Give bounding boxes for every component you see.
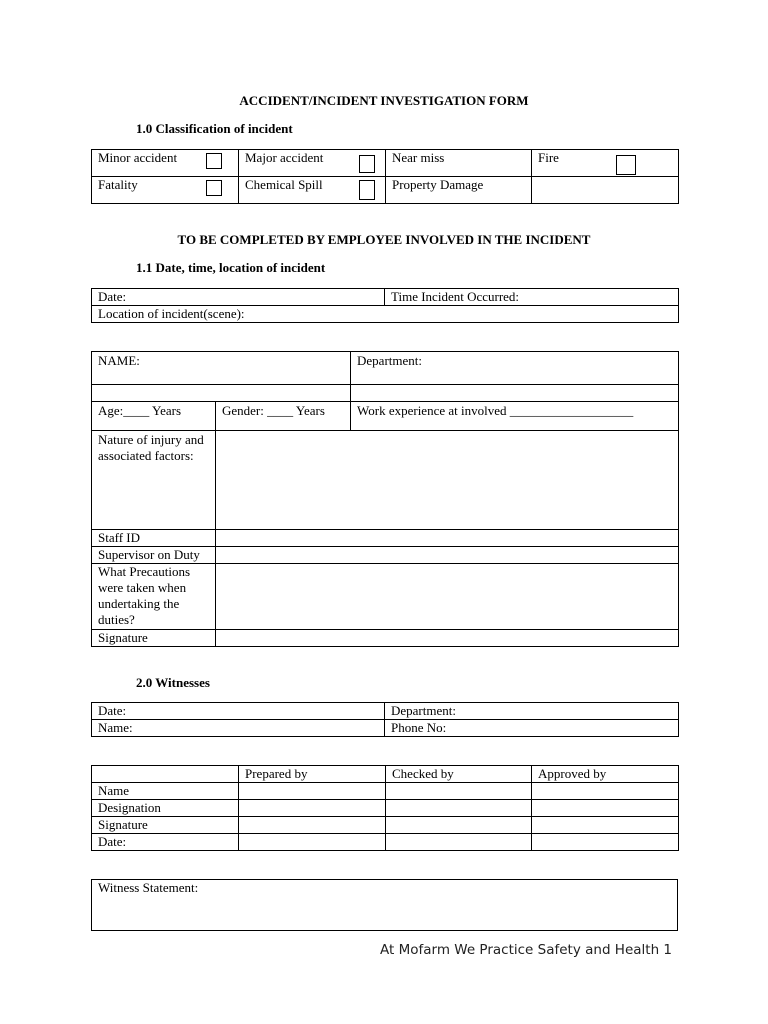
checkbox-major-accident[interactable] bbox=[359, 155, 375, 173]
signature-approved-field[interactable] bbox=[532, 817, 679, 834]
date-label: Date: bbox=[98, 289, 127, 304]
cell-fatality bbox=[92, 177, 239, 204]
cell-fire bbox=[532, 150, 679, 177]
gender-label: Gender: ____ Years bbox=[222, 403, 325, 418]
blank-field-left[interactable] bbox=[92, 385, 351, 402]
staff-id-label: Staff ID bbox=[98, 530, 141, 545]
checkbox-fire[interactable] bbox=[616, 155, 636, 175]
cell-minor-accident bbox=[92, 150, 239, 177]
witness-phone-label: Phone No: bbox=[391, 720, 447, 735]
checkbox-minor-accident[interactable] bbox=[206, 153, 222, 169]
witness-department-label: Department: bbox=[391, 703, 456, 718]
precautions-label: What Precautions were taken when undertaking the duties? bbox=[98, 564, 191, 627]
cell-major-accident bbox=[239, 150, 386, 177]
label-fire: Fire bbox=[538, 150, 559, 165]
checkbox-fatality[interactable] bbox=[206, 180, 222, 196]
witness-phone-field[interactable] bbox=[385, 720, 679, 737]
date-field[interactable] bbox=[92, 289, 385, 306]
location-label: Location of incident(scene): bbox=[98, 306, 245, 321]
supervisor-label: Supervisor on Duty bbox=[98, 547, 200, 562]
designation-approved-field[interactable] bbox=[532, 800, 679, 817]
precautions-field[interactable] bbox=[216, 564, 679, 630]
precautions-label-cell bbox=[92, 564, 216, 630]
signature-prepared-field[interactable] bbox=[239, 817, 386, 834]
name-label: NAME: bbox=[98, 353, 140, 368]
label-major-accident: Major accident bbox=[245, 150, 324, 165]
name-checked-field[interactable] bbox=[386, 783, 532, 800]
location-field[interactable] bbox=[92, 306, 679, 323]
form-title: ACCIDENT/INCIDENT INVESTIGATION FORM bbox=[239, 93, 529, 108]
witness-name-field[interactable] bbox=[92, 720, 385, 737]
witness-date-field[interactable] bbox=[92, 703, 385, 720]
work-experience-field[interactable] bbox=[351, 402, 679, 431]
witness-name-label: Name: bbox=[98, 720, 133, 735]
time-label: Time Incident Occurred: bbox=[391, 289, 520, 304]
row-label-date: Date: bbox=[92, 834, 239, 851]
date-approved-field[interactable] bbox=[532, 834, 679, 851]
staff-id-field[interactable] bbox=[216, 530, 679, 547]
designation-prepared-field[interactable] bbox=[239, 800, 386, 817]
signature-checked-field[interactable] bbox=[386, 817, 532, 834]
row-label-designation: Designation bbox=[92, 800, 239, 817]
department-field[interactable] bbox=[351, 352, 679, 385]
employee-section-heading: TO BE COMPLETED BY EMPLOYEE INVOLVED IN THE INCIDENT bbox=[177, 232, 591, 247]
signature-label: Signature bbox=[98, 630, 148, 645]
row-label-name: Name bbox=[92, 783, 239, 800]
row-label-signature: Signature bbox=[92, 817, 239, 834]
date-time-location-table bbox=[91, 288, 679, 323]
witness-table bbox=[91, 702, 679, 737]
age-label: Age:____ Years bbox=[98, 403, 182, 418]
gender-field[interactable] bbox=[216, 402, 351, 431]
nature-of-injury-label-cell bbox=[92, 431, 216, 530]
approval-header-blank bbox=[92, 766, 239, 783]
name-approved-field[interactable] bbox=[532, 783, 679, 800]
designation-checked-field[interactable] bbox=[386, 800, 532, 817]
age-field[interactable] bbox=[92, 402, 216, 431]
cell-near-miss bbox=[386, 150, 532, 177]
date-prepared-field[interactable] bbox=[239, 834, 386, 851]
footer-text: At Mofarm We Practice Safety and Health 1 bbox=[380, 942, 673, 958]
staff-id-label-cell bbox=[92, 530, 216, 547]
section-heading-date-time-location: 1.1 Date, time, location of incident bbox=[136, 260, 326, 275]
label-minor-accident: Minor accident bbox=[98, 150, 178, 165]
nature-of-injury-label: Nature of injury and associated factors: bbox=[98, 432, 204, 463]
witness-statement-field[interactable] bbox=[92, 880, 678, 931]
approval-table bbox=[91, 765, 679, 851]
nature-of-injury-field[interactable] bbox=[216, 431, 679, 530]
header-approved-by: Approved by bbox=[532, 766, 679, 783]
classification-table bbox=[91, 149, 679, 204]
header-checked-by: Checked by bbox=[386, 766, 532, 783]
signature-label-cell bbox=[92, 630, 216, 647]
supervisor-field[interactable] bbox=[216, 547, 679, 564]
work-experience-label: Work experience at involved ___________________ bbox=[357, 403, 634, 418]
label-fatality: Fatality bbox=[98, 177, 138, 192]
department-label: Department: bbox=[357, 353, 422, 368]
checkbox-chemical-spill[interactable] bbox=[359, 180, 375, 200]
witness-statement-label: Witness Statement: bbox=[98, 880, 199, 895]
section-heading-classification: 1.0 Classification of incident bbox=[136, 121, 293, 136]
time-field[interactable] bbox=[385, 289, 679, 306]
signature-field[interactable] bbox=[216, 630, 679, 647]
name-prepared-field[interactable] bbox=[239, 783, 386, 800]
cell-chemical-spill bbox=[239, 177, 386, 204]
label-near-miss: Near miss bbox=[392, 150, 445, 165]
cell-empty bbox=[532, 177, 679, 204]
cell-property-damage bbox=[386, 177, 532, 204]
witness-department-field[interactable] bbox=[385, 703, 679, 720]
header-prepared-by: Prepared by bbox=[239, 766, 386, 783]
section-heading-witnesses: 2.0 Witnesses bbox=[136, 675, 210, 690]
blank-field-right[interactable] bbox=[351, 385, 679, 402]
name-field[interactable] bbox=[92, 352, 351, 385]
person-details-table bbox=[91, 351, 679, 647]
date-checked-field[interactable] bbox=[386, 834, 532, 851]
witness-statement-table bbox=[91, 879, 678, 931]
witness-date-label: Date: bbox=[98, 703, 127, 718]
label-property-damage: Property Damage bbox=[392, 177, 484, 192]
supervisor-label-cell bbox=[92, 547, 216, 564]
label-chemical-spill: Chemical Spill bbox=[245, 177, 323, 192]
